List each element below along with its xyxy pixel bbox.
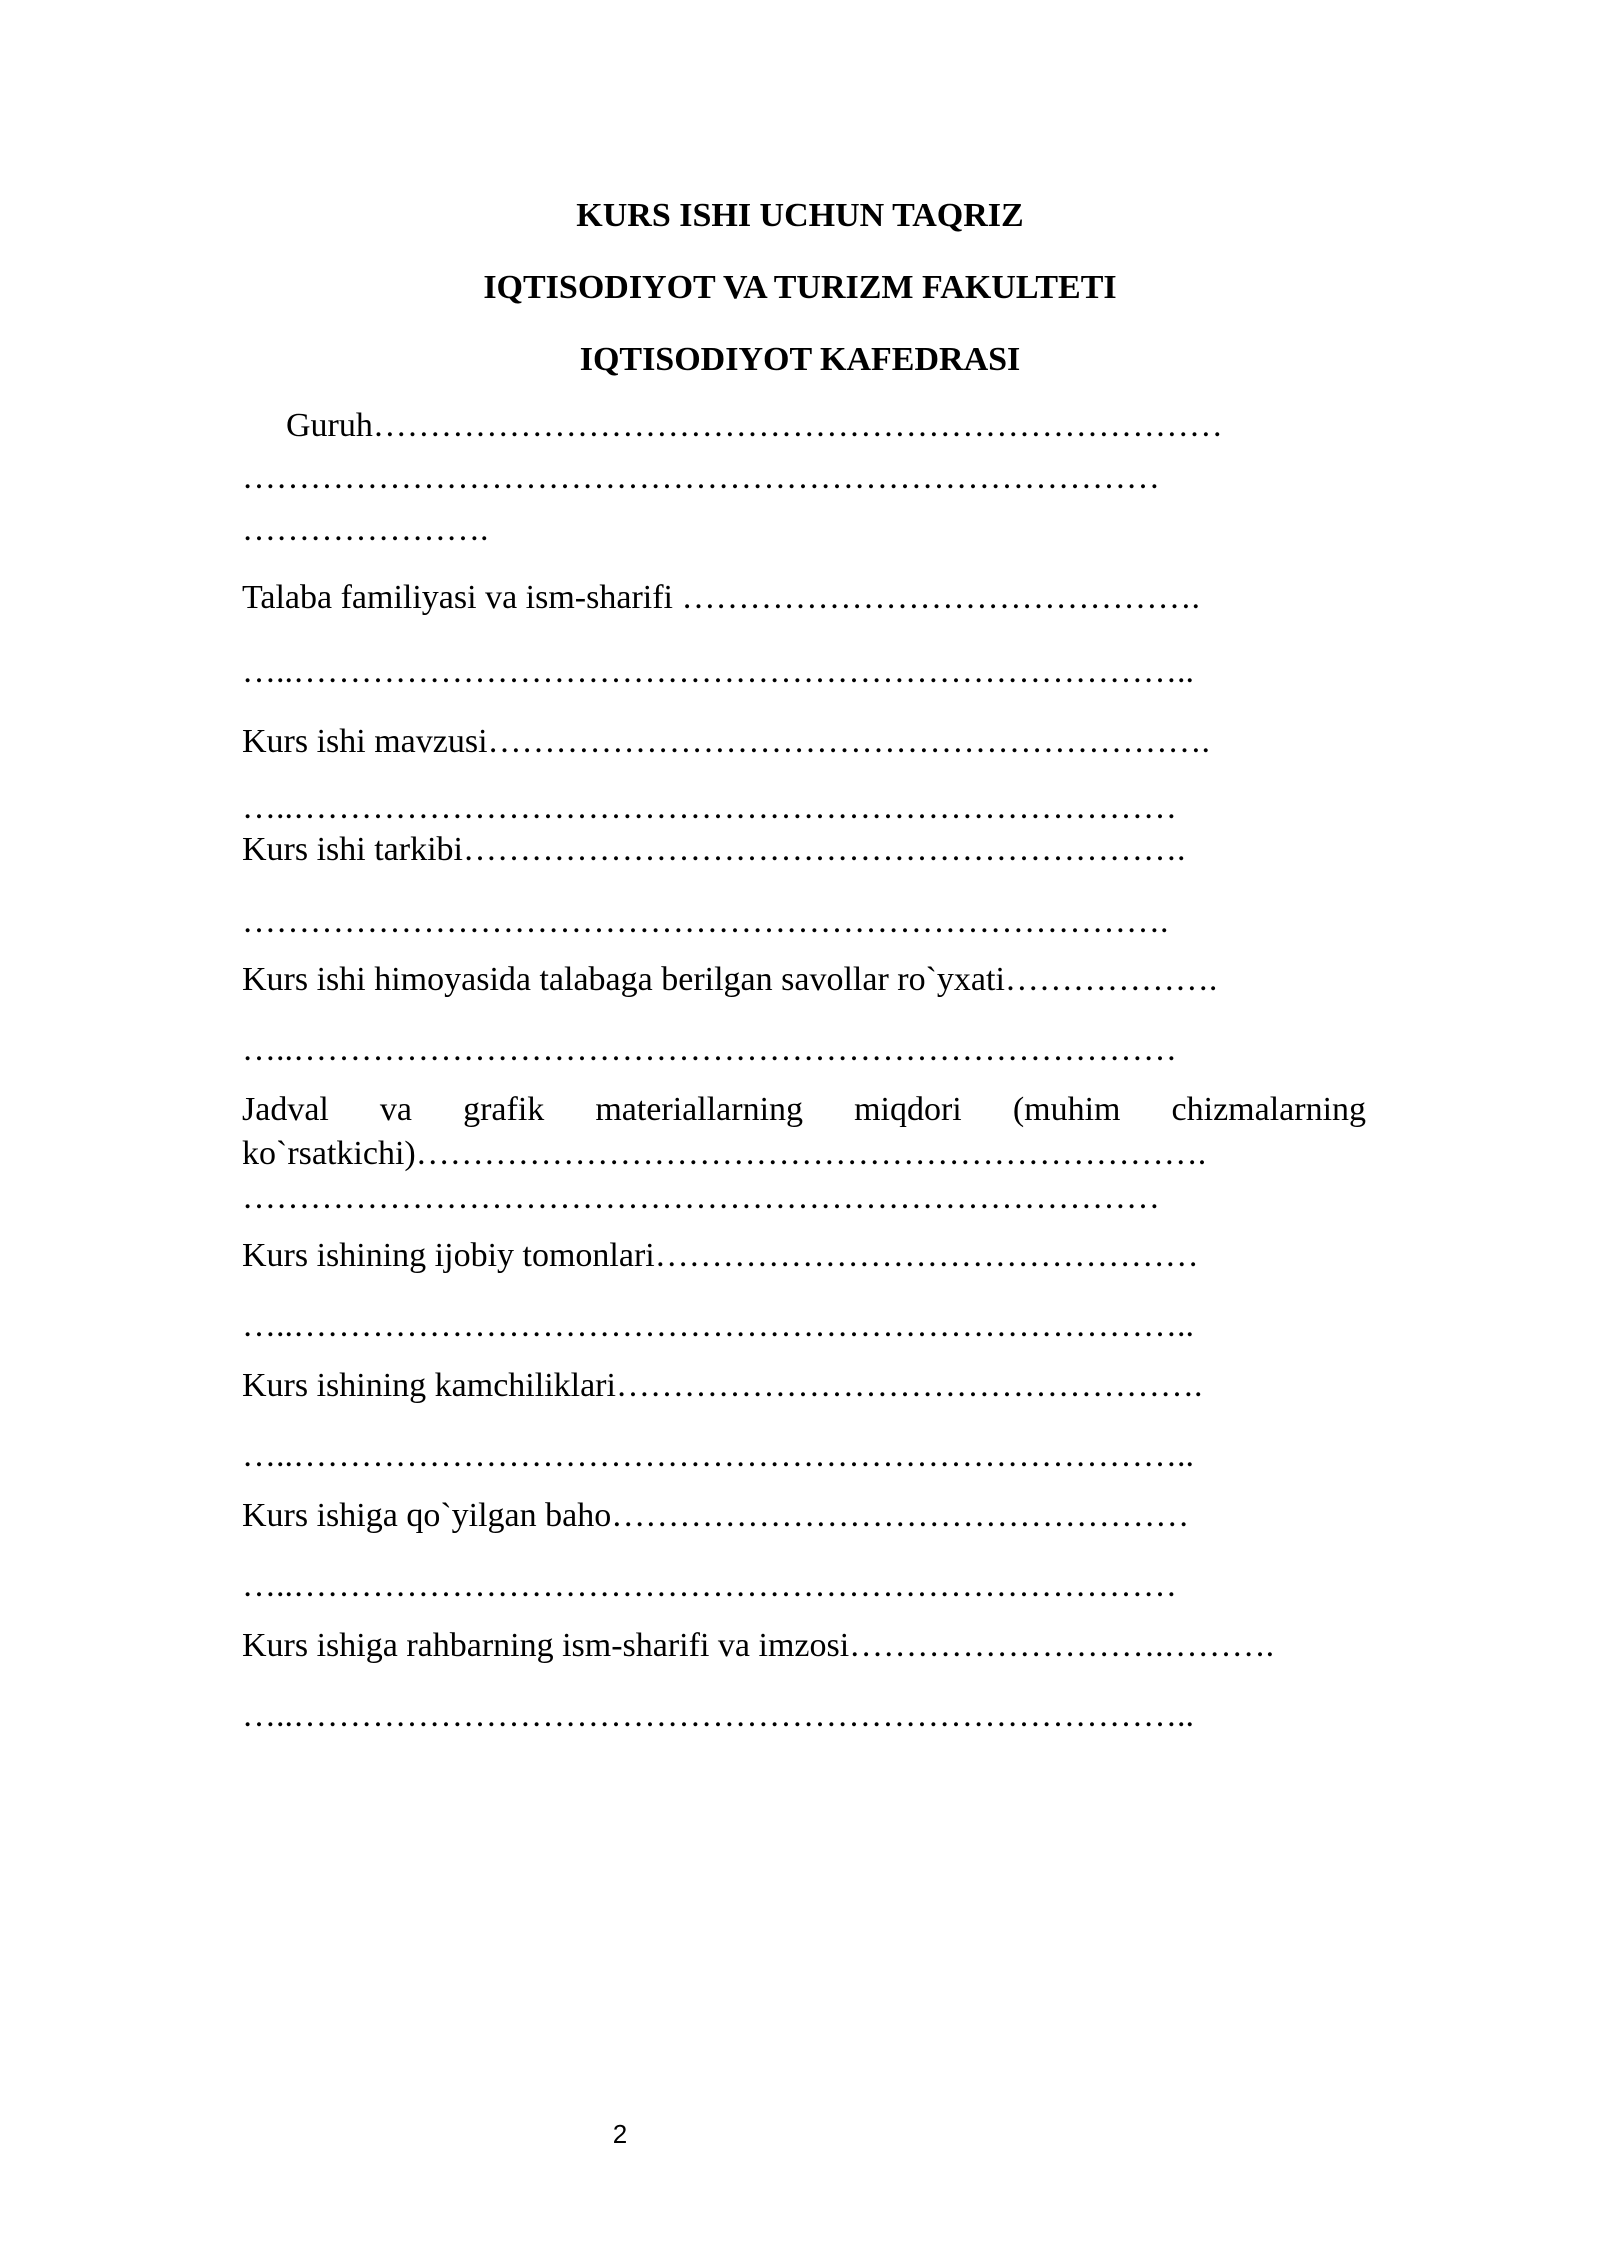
group-line-3: …………………. [242,511,489,548]
grade-line-2: …..…………………………………………………………………… [242,1567,1177,1604]
positive-aspects-line-2: …..…………………………………………………………………….. [242,1307,1194,1344]
shortcomings-line-2: …..…………………………………………………………………….. [242,1437,1194,1474]
review-title: KURS ISHI UCHUN TAQRIZ [576,197,1024,234]
supervisor-line-1: Kurs ishiga rahbarning ism-sharifi va imzosi……………………….………. [242,1627,1275,1664]
structure-line-1: Kurs ishi tarkibi………………………………………………………. [242,831,1186,868]
tables-graphics-word: materiallarning [595,1091,804,1128]
structure-line-2: ………………………………………………………………………. [242,903,1169,940]
student-name-line-2: …..…………………………………………………………………….. [242,653,1194,690]
faculty-title: IQTISODIYOT VA TURIZM FAKULTETI [483,269,1117,306]
defense-questions-line-1: Kurs ishi himoyasida talabaga berilgan savollar ro`yxati………………. [242,961,1218,998]
tables-graphics-line-2: ko`rsatkichi)……………………………………………………………. [242,1135,1207,1172]
topic-line-2: …..…………………………………………………………………… [242,789,1177,826]
positive-aspects-line-1: Kurs ishining ijobiy tomonlari………………………………………… [242,1237,1199,1274]
topic-line-1: Kurs ishi mavzusi………………………………………………………. [242,723,1211,760]
shortcomings-line-1: Kurs ishining kamchiliklari……………………………………………. [242,1367,1203,1404]
defense-questions-line-2: …..…………………………………………………………………… [242,1031,1177,1068]
tables-graphics-line-3: ……………………………………………………………………… [242,1179,1160,1216]
tables-graphics-word: miqdori [854,1091,962,1128]
supervisor-line-2: …..…………………………………………………………………….. [242,1697,1194,1734]
tables-graphics-word: (muhim [1012,1091,1121,1128]
tables-graphics-word: chizmalarning [1171,1091,1367,1128]
department-title: IQTISODIYOT KAFEDRASI [579,341,1021,378]
tables-graphics-line-1 [242,1090,1366,1130]
group-line-1: Guruh………………………………………………………………… [286,407,1223,444]
page-number: 2 [612,2119,628,2149]
tables-graphics-word: va [379,1091,413,1128]
grade-line-1: Kurs ishiga qo`yilgan baho…………………………………………… [242,1497,1190,1534]
tables-graphics-word: grafik [463,1091,545,1128]
student-name-line-1: Talaba familiyasi va ism-sharifi ………………………………………. [242,579,1200,616]
tables-graphics-word: Jadval [242,1091,329,1128]
group-line-2: ……………………………………………………………………… [242,459,1160,496]
